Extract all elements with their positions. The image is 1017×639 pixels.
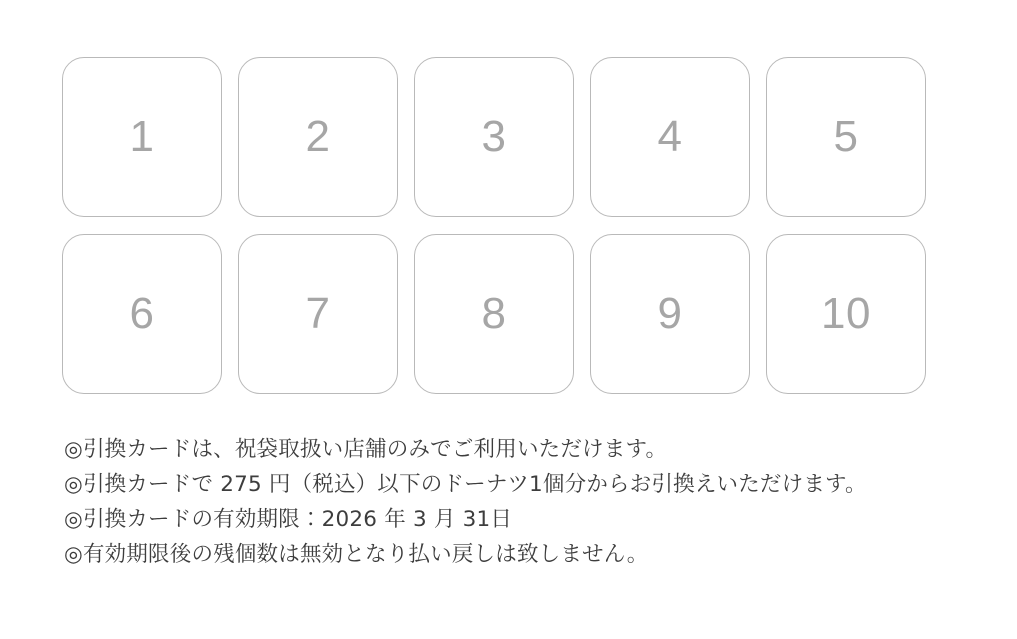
note-line-2: ◎引換カードで 275 円（税込）以下のドーナツ1個分からお引換えいただけます。 <box>64 472 867 497</box>
terms-notes <box>64 432 974 572</box>
stamp-number: 1 <box>129 112 155 161</box>
stamp-number: 6 <box>129 289 155 338</box>
stamp-number: 5 <box>833 112 859 161</box>
stamp-number: 4 <box>657 112 683 161</box>
stamp-number: 10 <box>821 289 871 338</box>
stamp-number: 8 <box>481 289 507 338</box>
stamp-box-5[interactable] <box>766 57 926 217</box>
stamp-number: 9 <box>657 289 683 338</box>
stamp-box-3[interactable] <box>414 57 574 217</box>
stamp-box-8[interactable] <box>414 234 574 394</box>
stamp-box-9[interactable] <box>590 234 750 394</box>
stamp-grid <box>62 57 957 394</box>
stamp-number: 2 <box>305 112 331 161</box>
stamp-row <box>62 234 957 394</box>
note-line-1: ◎引換カードは、祝袋取扱い店舗のみでご利用いただけます。 <box>64 437 668 462</box>
stamp-number: 7 <box>305 289 331 338</box>
stamp-box-2[interactable] <box>238 57 398 217</box>
stamp-box-10[interactable] <box>766 234 926 394</box>
stamp-row <box>62 57 957 217</box>
stamp-box-6[interactable] <box>62 234 222 394</box>
note-line-3: ◎引換カードの有効期限：2026 年 3 月 31日 <box>64 507 513 532</box>
note-line-4: ◎有効期限後の残個数は無効となり払い戻しは致しません。 <box>64 542 649 567</box>
stamp-box-7[interactable] <box>238 234 398 394</box>
stamp-box-4[interactable] <box>590 57 750 217</box>
stamp-number: 3 <box>481 112 507 161</box>
stamp-box-1[interactable] <box>62 57 222 217</box>
